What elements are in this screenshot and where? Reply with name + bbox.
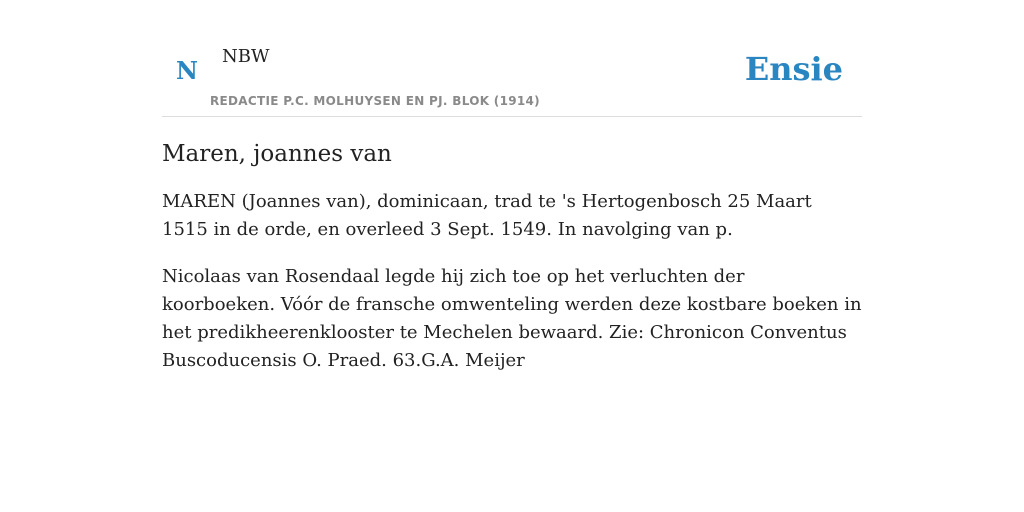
source-subtitle: REDACTIE P.C. MOLHUYSEN EN PJ. BLOK (1914) [210, 94, 540, 108]
entry-paragraph: Nicolaas van Rosendaal legde hij zich toe op het verluchten der koorboeken. Vóór de fransche omwenteling werden deze kostbare boeken in het predikheerenklooster te Mechelen bewaard. Zie: Chronicon Conventus Buscoducensis O. Praed. 63.G.A. Meijer [162, 266, 862, 371]
entry-paragraph: MAREN (Joannes van), dominicaan, trad te 's Hertogenbosch 25 Maart 1515 in de orde, en overleed 3 Sept. 1549. In navolging van p. [162, 191, 812, 240]
ensie-brand-link[interactable]: Ensie [744, 50, 843, 88]
entry-title: Maren, joannes van [162, 141, 392, 167]
source-header [162, 0, 862, 117]
source-title[interactable]: NBW [222, 46, 270, 67]
entry-content [162, 138, 862, 375]
source-logo: N [176, 56, 198, 85]
